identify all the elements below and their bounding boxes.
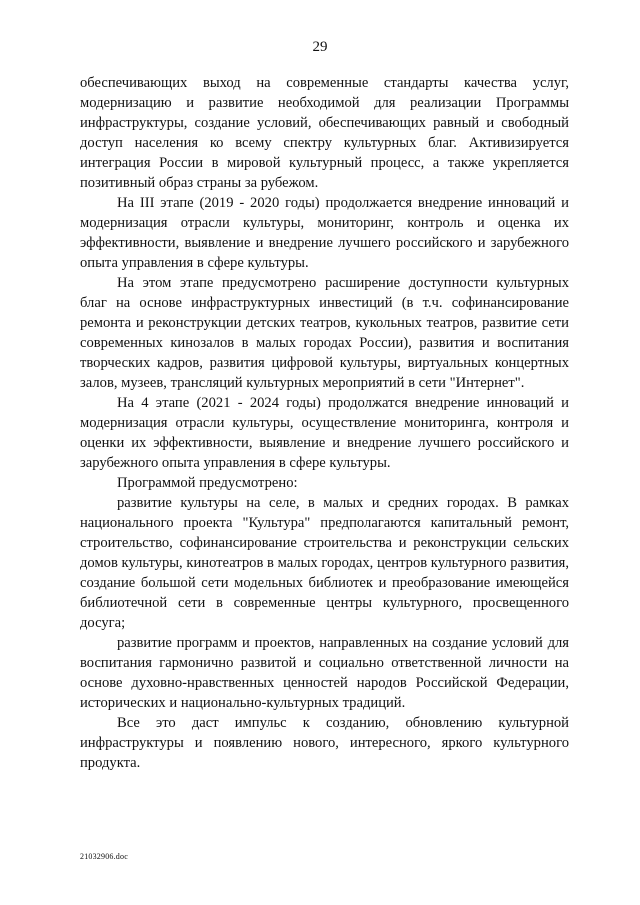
paragraph-stage-3-details: На этом этапе предусмотрено расширение доступности культурных благ на основе инфраструктурных инвестиций (в т.ч. софинансирование ремонта и реконструкции детских театров, кукольных театров, развитие сети современных кинозалов в малых городах России), развития и воспитания творческих кадров, развития цифровой культуры, виртуальных концертных залов, музеев, трансляций культурных мероприятий в сети "Интернет". <box>80 275 569 391</box>
paragraph-program-intro: Программой предусмотрено: <box>117 475 298 491</box>
paragraph-conclusion: Все это даст импульс к созданию, обновлению культурной инфраструктуры и появлению нового, интересного, яркого культурного продукта. <box>80 715 569 771</box>
page-number: 29 <box>312 39 328 55</box>
footer-filename: 21032906.doc <box>80 852 128 861</box>
paragraph-stage-4: На 4 этапе (2021 - 2024 годы) продолжатся внедрение инноваций и модернизация отрасли культуры, осуществление мониторинга, контроля и оценки их эффективности, выявление и внедрение лучшего российского и зарубежного опыта управления в сфере культуры. <box>80 395 569 471</box>
paragraph-continuation: обеспечивающих выход на современные стандарты качества услуг, модернизацию и развитие необходимой для реализации Программы инфраструктуры, создание условий, обеспечивающих равный и свободный доступ населения ко всему спектру культурных благ. Активизируется интеграция России в мировой культурный процесс, а также укрепляется позитивный образ страны за рубежом. <box>80 75 569 191</box>
paragraph-stage-3: На III этапе (2019 - 2020 годы) продолжается внедрение инноваций и модернизация отрасли культуры, мониторинг, контроль и оценка их эффективности, выявление и внедрение лучшего российского и зарубежного опыта управления в сфере культуры. <box>80 195 569 271</box>
paragraph-rural-culture: развитие культуры на селе, в малых и средних городах. В рамках национального проекта "Культура" предполагаются капитальный ремонт, строительство, софинансирование строительства и реконструкции сельских домов культуры, кинотеатров в малых городах, центров культурного развития, создание большой сети модельных библиотек и преобразование имеющейся библиотечной сети в современные центры культурного, просвещенного досуга; <box>80 495 569 631</box>
paragraph-personality-development: развитие программ и проектов, направленных на создание условий для воспитания гармонично развитой и социально ответственной личности на основе духовно-нравственных ценностей народов Российской Федерации, исторических и национально-культурных традиций. <box>80 635 569 711</box>
document-body <box>80 73 569 773</box>
